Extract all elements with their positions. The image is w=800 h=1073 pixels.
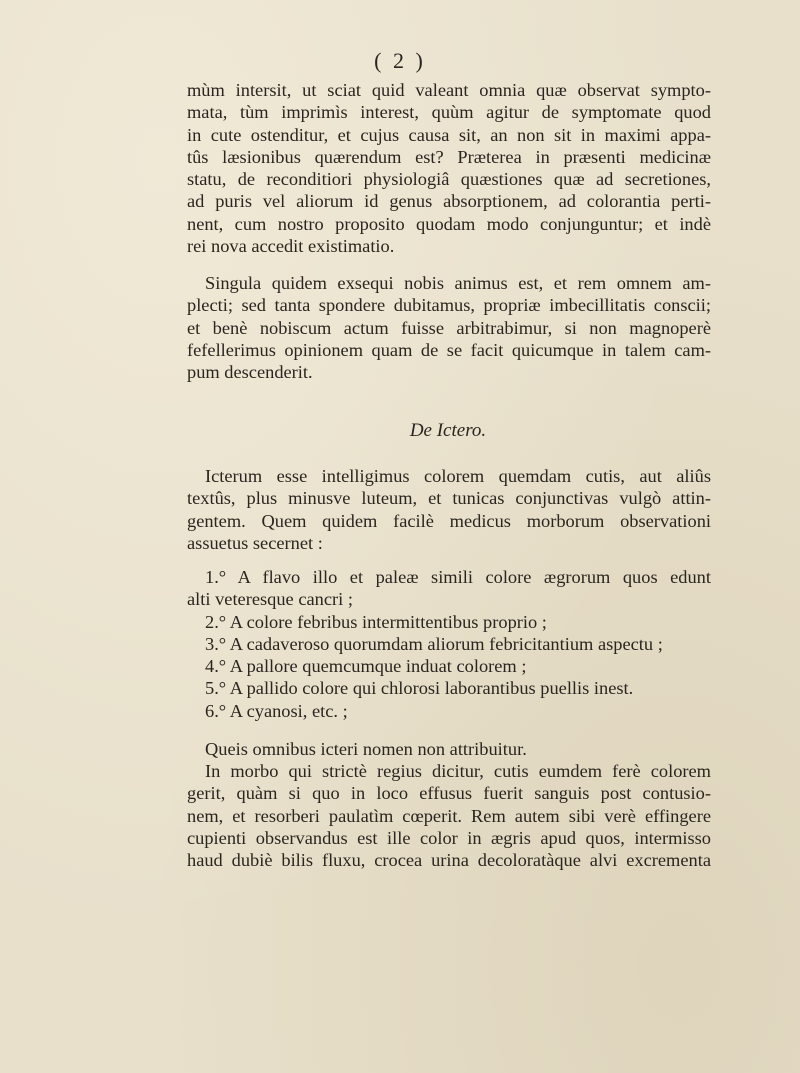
list-item: 6.° A cyanosi, etc. ; [205,700,348,721]
page-number: ( 2 ) [374,48,426,73]
text-line: mùm intersit, ut sciat quid valeant omnia quæ observat sympto- [187,80,711,100]
text-line: in cute ostenditur, et cujus causa sit, an non sit in maximi appa- [187,124,711,145]
text-line: Icterum esse intelligimus colorem quemdam cutis, aut aliûs [205,466,711,486]
text-line: pum descenderit. [187,362,313,383]
text-line: haud dubiè bilis fluxu, crocea urina decoloratàque alvi excrementa [187,850,711,871]
list-item: 2.° A colore febribus intermittentibus proprio ; [205,611,547,632]
text-line: fefellerimus opinionem quam de se facit quicumque in talem cam- [187,339,711,360]
text-line: textûs, plus minusve luteum, et tunicas conjunctivas vulgò attin- [187,488,711,509]
text-line: Singula quidem exsequi nobis animus est, et rem omnem am- [205,273,711,293]
text-line: rei nova accedit existimatio. [187,236,395,257]
exclusion-list [187,566,711,722]
paragraph-3 [187,465,711,554]
text-line: Queis omnibus icteri nomen non attribuitur. [205,739,527,759]
list-item-continuation: alti veteresque cancri ; [187,589,353,610]
list-item: 5.° A pallido colore qui chlorosi laborantibus puellis inest. [205,678,634,699]
list-item: 1.° A flavo illo et paleæ simili colore ægrorum quos edunt [205,567,711,587]
text-line: ad puris vel aliorum id genus absorptionem, ad colorantia perti- [187,191,711,212]
closing-statement [187,738,711,760]
list-item: 4.° A pallore quemcumque induat colorem ; [205,656,527,677]
text-line: statu, de reconditiori physiologiâ quæstiones quæ ad secretiones, [187,169,711,190]
text-line: gerit, quàm si quo in loco effusus fuerit sanguis post contusio- [187,783,711,804]
paragraph-2 [187,272,711,383]
paragraph-1 [187,79,711,257]
text-line: et benè nobiscum actum fuisse arbitrabimur, si non magnoperè [187,317,711,338]
section-heading: De Ictero. [409,420,487,441]
text-line: gentem. Quem quidem facilè medicus morborum observationi [187,510,711,531]
text-line: nent, cum nostro proposito quodam modo conjunguntur; et indè [187,213,711,234]
text-line: plecti; sed tanta spondere dubitamus, propriæ imbecillitatis conscii; [187,295,711,316]
text-line: nem, et resorberi paulatìm cœperit. Rem autem sibi verè effingere [187,805,711,826]
text-line: cupienti observandus est ille color in ægris apud quos, intermisso [187,827,711,848]
text-line: In morbo qui strictè regius dicitur, cutis eumdem ferè colorem [205,761,711,781]
text-line: tûs læsionibus quærendum est? Præterea in præsenti medicinæ [187,146,711,167]
text-line: mata, tùm imprimìs interest, quùm agitur de symptomate quod [187,102,711,123]
paragraph-5 [187,760,711,871]
list-item: 3.° A cadaveroso quorumdam aliorum febricitantium aspectu ; [205,633,663,654]
text-line: assuetus secernet : [187,532,323,553]
